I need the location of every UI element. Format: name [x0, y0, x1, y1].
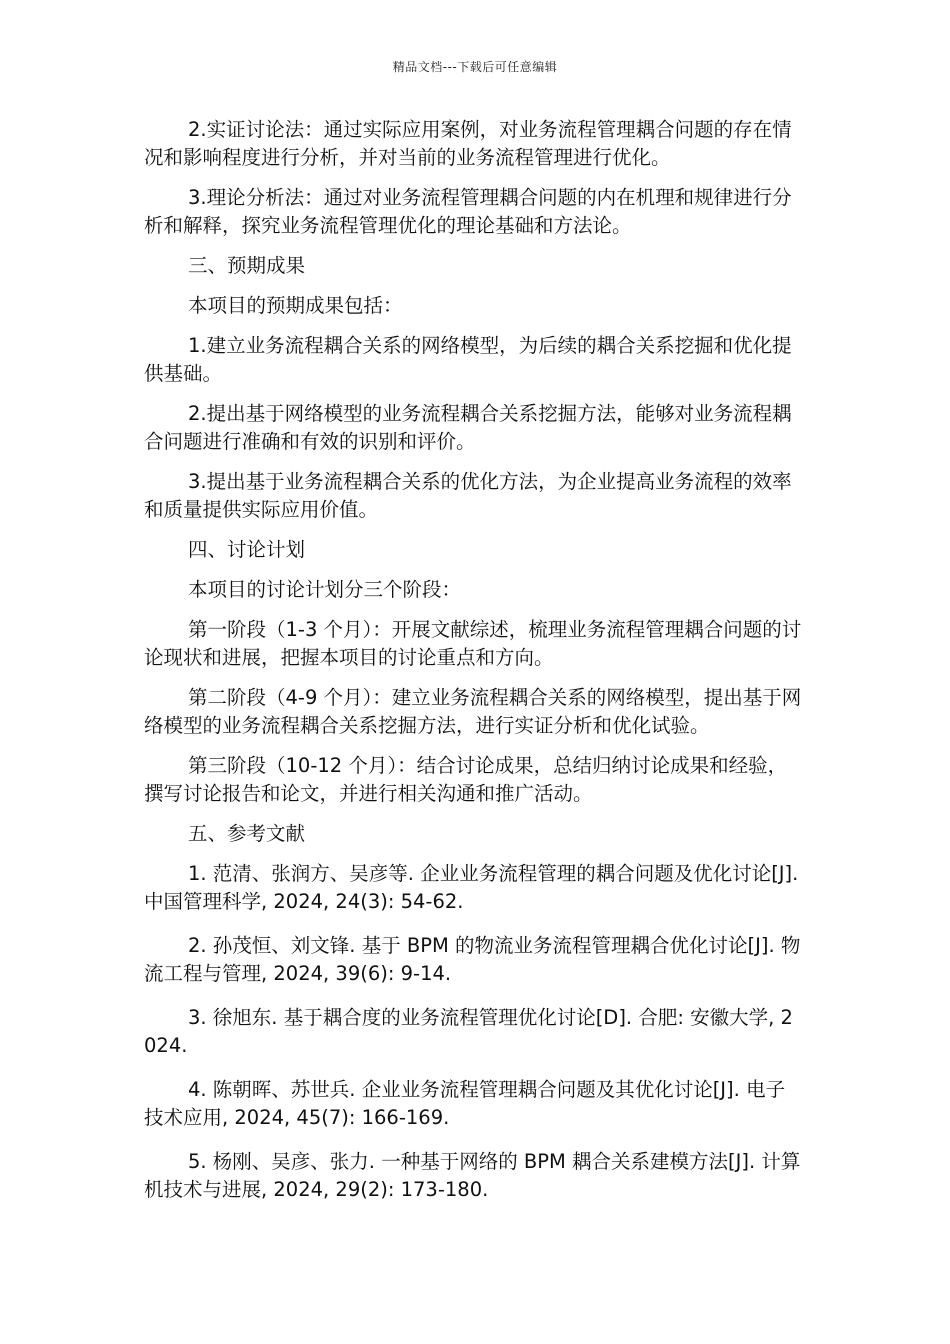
- document-body: [144, 116, 804, 1220]
- paragraph-plan-phase-3: 第三阶段（10-12 个月）：结合讨论成果，总结归纳讨论成果和经验，撰写讨论报告和论文，并进行相关沟通和推广活动。: [144, 754, 788, 805]
- reference-item-1: 1. 范清、张润方、吴彦等. 企业业务流程管理的耦合问题及优化讨论[J]. 中国管理科学, 2024, 24(3): 54-62.: [144, 862, 799, 913]
- paragraph-method-2: 2.实证讨论法：通过实际应用案例，对业务流程管理耦合问题的存在情况和影响程度进行分析，并对当前的业务流程管理进行优化。: [144, 118, 792, 169]
- reference-item-4: 4. 陈朝晖、苏世兵. 企业业务流程管理耦合问题及其优化讨论[J]. 电子技术应用, 2024, 45(7): 166-169.: [144, 1078, 786, 1129]
- reference-item-2: 2. 孙茂恒、刘文锋. 基于 BPM 的物流业务流程管理耦合优化讨论[J]. 物流工程与管理, 2024, 39(6): 9-14.: [144, 934, 801, 985]
- paragraph-plan-intro: 本项目的讨论计划分三个阶段：: [188, 578, 462, 601]
- reference-item-3: 3. 徐旭东. 基于耦合度的业务流程管理优化讨论[D]. 合肥: 安徽大学, 2024.: [144, 1006, 793, 1057]
- paragraph-plan-phase-2: 第二阶段（4-9 个月）：建立业务流程耦合关系的网络模型，提出基于网络模型的业务流程耦合关系挖掘方法，进行实证分析和优化试验。: [144, 686, 802, 737]
- paragraph-result-1: 1.建立业务流程耦合关系的网络模型，为后续的耦合关系挖掘和优化提供基础。: [144, 334, 792, 385]
- reference-item-5: 5. 杨刚、吴彦、张力. 一种基于网络的 BPM 耦合关系建模方法[J]. 计算机技术与进展, 2024, 29(2): 173-180.: [144, 1150, 801, 1201]
- paragraph-result-2: 2.提出基于网络模型的业务流程耦合关系挖掘方法，能够对业务流程耦合问题进行准确和有效的识别和评价。: [144, 402, 792, 453]
- section-heading-expected-results: 三、预期成果: [188, 254, 306, 277]
- section-heading-plan: 四、讨论计划: [188, 538, 306, 561]
- paragraph-results-intro: 本项目的预期成果包括：: [188, 294, 403, 317]
- paragraph-plan-phase-1: 第一阶段（1-3 个月）：开展文献综述，梳理业务流程管理耦合问题的讨论现状和进展，把握本项目的讨论重点和方向。: [144, 618, 802, 669]
- page-header-note: 精品文档---下载后可任意编辑: [392, 60, 558, 74]
- paragraph-result-3: 3.提出基于业务流程耦合关系的优化方法，为企业提高业务流程的效率和质量提供实际应用价值。: [144, 470, 792, 521]
- paragraph-method-3: 3.理论分析法：通过对业务流程管理耦合问题的内在机理和规律进行分析和解释，探究业务流程管理优化的理论基础和方法论。: [144, 186, 792, 237]
- section-heading-references: 五、参考文献: [188, 822, 306, 845]
